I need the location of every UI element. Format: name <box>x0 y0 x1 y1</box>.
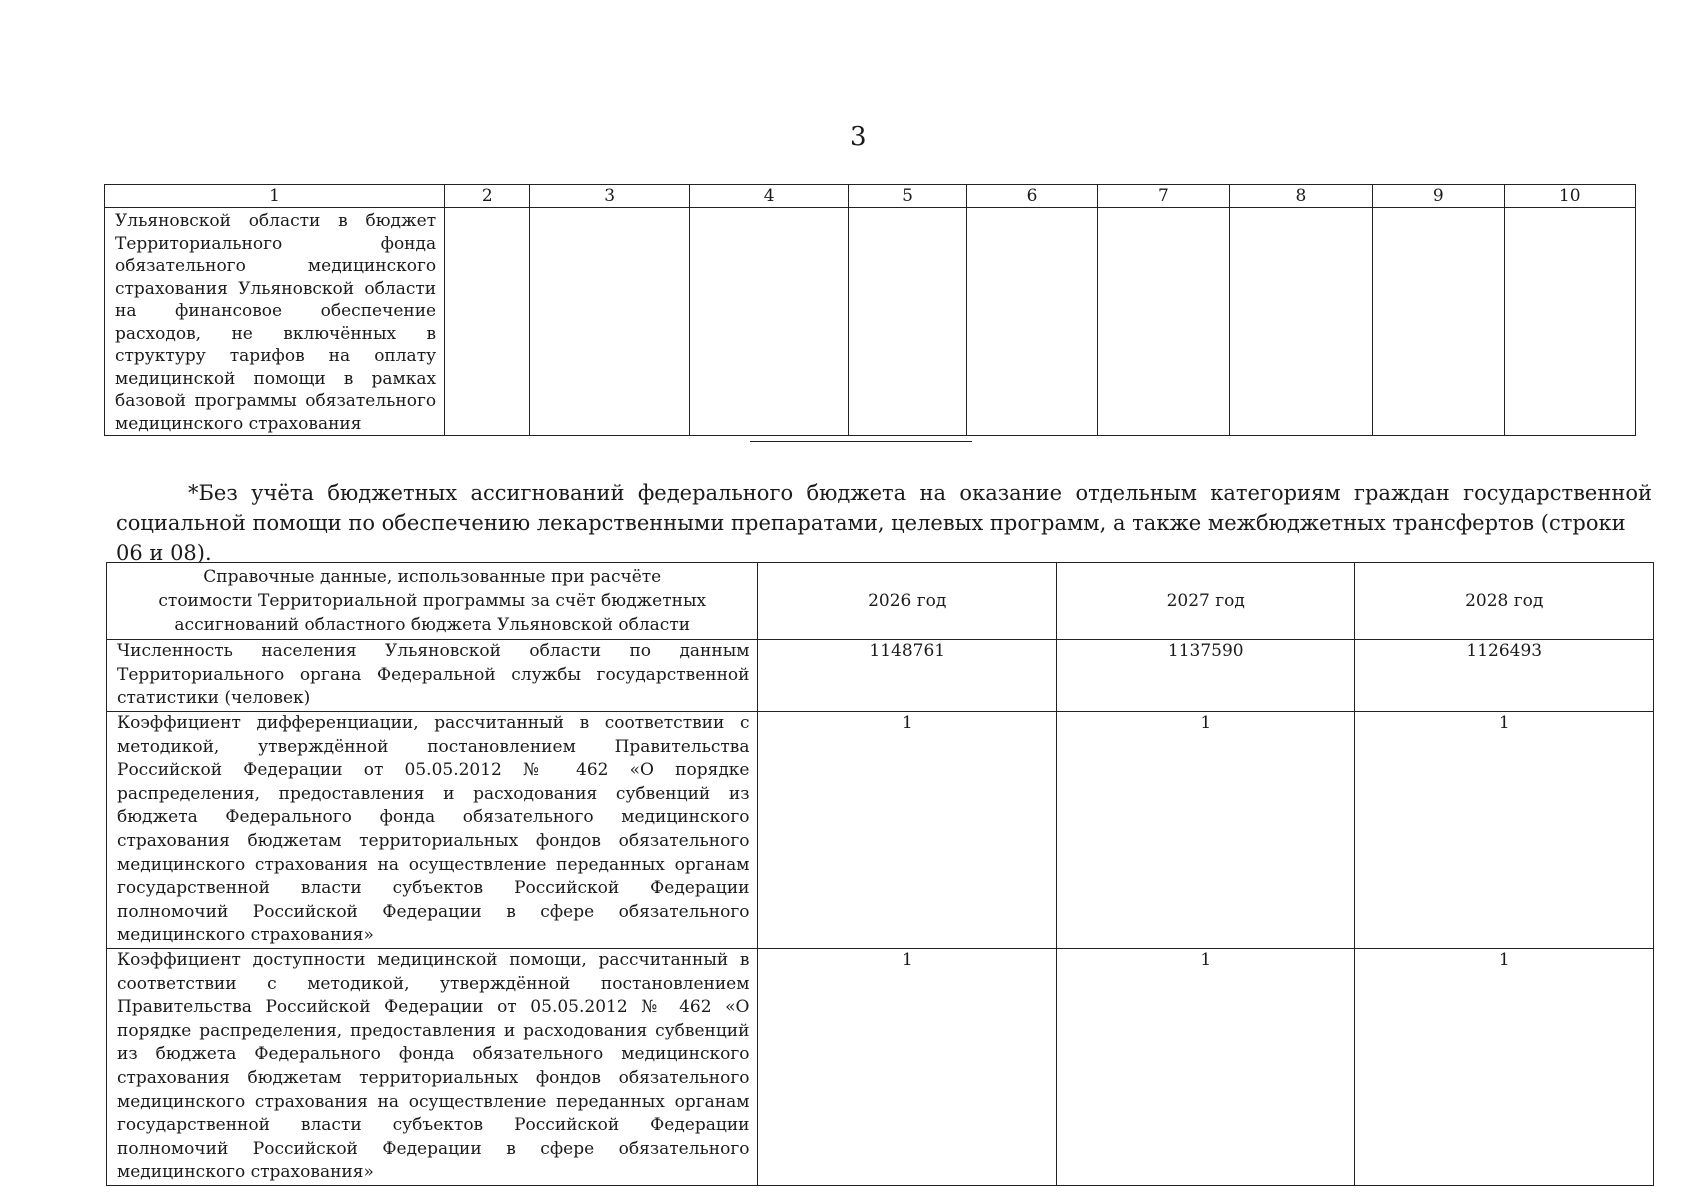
table-cell <box>689 208 849 436</box>
value-cell: 1 <box>758 712 1057 949</box>
column-number: 4 <box>689 185 849 208</box>
column-number: 9 <box>1373 185 1504 208</box>
footnote <box>116 478 1652 568</box>
table-cell <box>1229 208 1372 436</box>
row-label: Численность населения Ульяновской области по данным Территориального органа Федеральной службы государственной статистики (человек) <box>107 640 758 712</box>
table-cell <box>849 208 966 436</box>
table-cell <box>530 208 690 436</box>
value-cell: 1 <box>1355 712 1654 949</box>
header-line: стоимости Территориальной программы за счёт бюджетных <box>158 591 707 611</box>
value-cell: 1 <box>1056 948 1355 1185</box>
page-number: 3 <box>850 122 867 152</box>
header-line: ассигнований областного бюджета Ульяновской области <box>174 615 691 635</box>
column-number: 8 <box>1229 185 1372 208</box>
year-header: 2026 год <box>758 563 1057 640</box>
row-label: Коэффициент доступности медицинской помощи, рассчитанный в соответствии с методикой, утверждённой постановлением Правительства Российской Федерации от 05.05.2012 № 462 «О порядке распределения, предоставления и расходования субвенций из бюджета Федерального фонда обязательного медицинского страхования бюджетам территориальных фондов обязательного медицинского страхования на осуществление переданных органам государственной власти субъектов Российской Федерации полномочий Российской Федерации в сфере обязательного медицинского страхования» <box>107 948 758 1185</box>
column-number: 6 <box>966 185 1097 208</box>
year-header: 2027 год <box>1056 563 1355 640</box>
column-number: 7 <box>1098 185 1229 208</box>
footnote-line: социальной помощи по обеспечению лекарственными препаратами, целевых программ, а также межбюджетных трансфертов (строки 06 и 08). <box>116 511 1626 565</box>
header-line: Справочные данные, использованные при расчёте <box>203 567 662 587</box>
table-cell <box>1098 208 1229 436</box>
value-cell: 1 <box>1056 712 1355 949</box>
value-cell: 1148761 <box>758 640 1057 712</box>
continued-table <box>104 184 1636 436</box>
column-number: 10 <box>1504 185 1636 208</box>
column-number: 2 <box>445 185 530 208</box>
row-label: Коэффициент дифференциации, рассчитанный в соответствии с методикой, утверждённой постановлением Правительства Российской Федерации от 05.05.2012 № 462 «О порядке распределения, предоставления и расходования субвенций из бюджета Федерального фонда обязательного медицинского страхования бюджетам территориальных фондов обязательного медицинского страхования на осуществление переданных органам государственной власти субъектов Российской Федерации полномочий Российской Федерации в сфере обязательного медицинского страхования» <box>107 712 758 949</box>
column-number-row <box>105 185 1636 208</box>
footnote-separator <box>750 441 972 442</box>
value-cell: 1137590 <box>1056 640 1355 712</box>
table-cell <box>1504 208 1636 436</box>
year-header: 2028 год <box>1355 563 1654 640</box>
table-cell <box>966 208 1097 436</box>
value-cell: 1 <box>758 948 1057 1185</box>
value-cell: 1 <box>1355 948 1654 1185</box>
value-cell: 1126493 <box>1355 640 1654 712</box>
table-header-row <box>107 563 1654 640</box>
table-header-label <box>107 563 758 640</box>
table-row <box>105 208 1636 436</box>
table-row <box>107 640 1654 712</box>
row-description: Ульяновской области в бюджет Территориального фонда обязательного медицинского страхования Ульяновской области на финансовое обеспечение расходов, не включённых в структуру тарифов на оплату медицинской помощи в рамках базовой программы обязательного медицинского страхования <box>105 208 445 436</box>
column-number: 1 <box>105 185 445 208</box>
reference-data-table <box>106 562 1654 1186</box>
footnote-line: *Без учёта бюджетных ассигнований федерального бюджета на оказание отдельным категориям граждан государственной <box>188 481 1652 505</box>
table-cell <box>445 208 530 436</box>
column-number: 5 <box>849 185 966 208</box>
column-number: 3 <box>530 185 690 208</box>
table-row <box>107 712 1654 949</box>
table-row <box>107 948 1654 1185</box>
table-cell <box>1373 208 1504 436</box>
